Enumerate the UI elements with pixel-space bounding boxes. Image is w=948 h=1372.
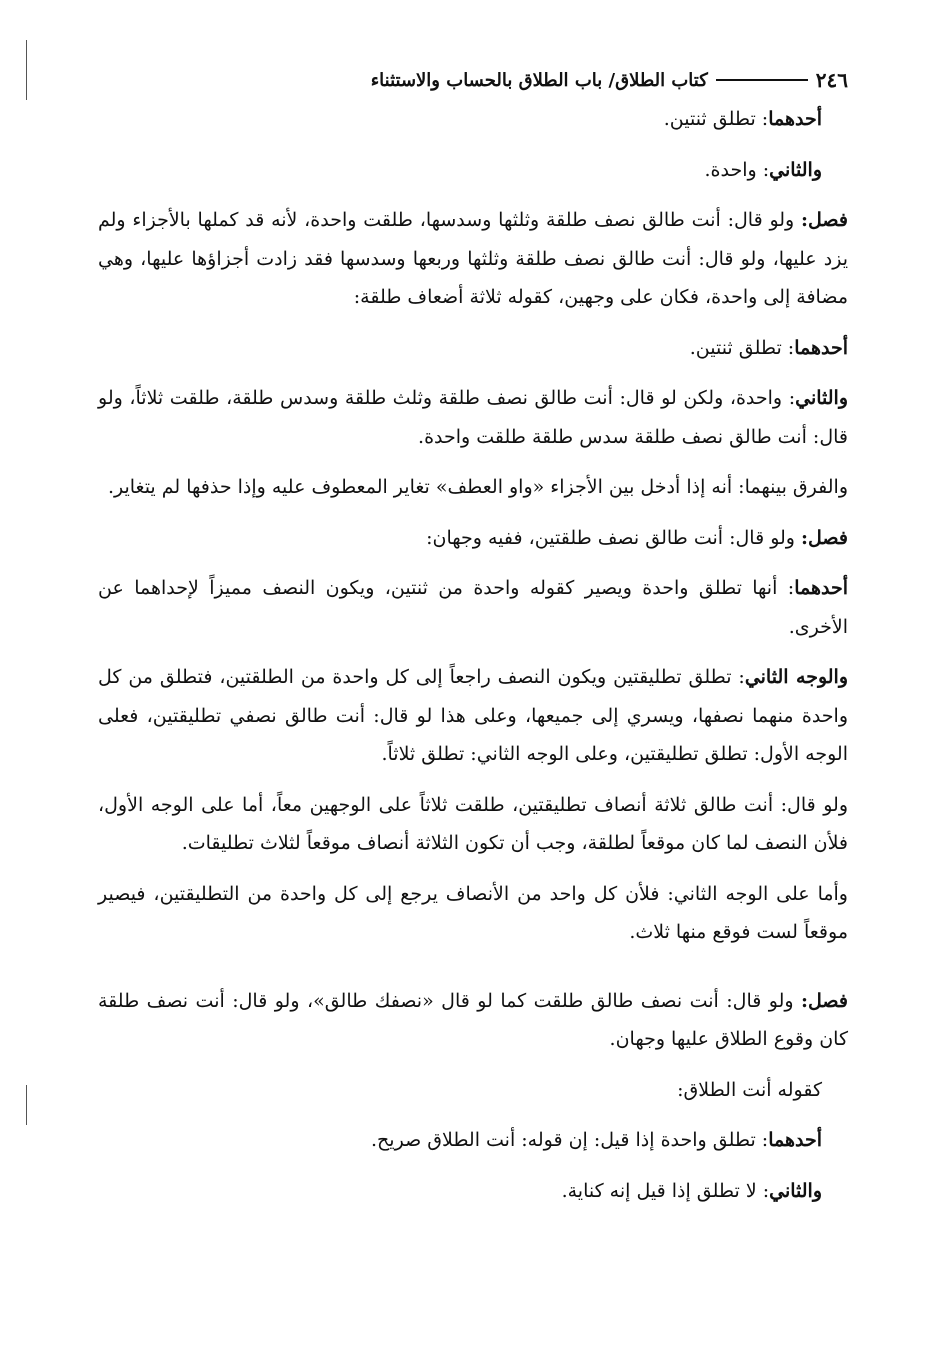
paragraph: [98, 875, 848, 952]
paragraph-lead: أحدهما: [768, 1129, 822, 1151]
paragraph: [98, 151, 848, 190]
paragraph: [98, 379, 848, 456]
paragraph-text: : تطلق تطليقتين ويكون النصف راجعاً إلى كل واحدة من الطلقتين، فتطلق من كل واحدة منهما نصفها، ويسري إلى جميعها، وعلى هذا لو قال: أنت طالق نصفي تطليقتين، فعلى الوجه الأول: تطلق تطليقتين، وعلى الوجه الثاني: تطلق ثلاثاً.: [98, 666, 848, 765]
paragraph-text: ولو قال: أنت نصف طالق طلقت كما لو قال «نصفك طالق»، ولو قال: أنت نصف طلقة كان وقوع الطلاق عليها وجهان.: [98, 989, 848, 1050]
paragraph: [98, 1172, 848, 1211]
paragraph-lead: والثاني: [769, 1179, 822, 1202]
page-body: [98, 100, 848, 1222]
paragraph-text: والفرق بينهما: أنه إذا أدخل بين الأجزاء «واو العطف» تغاير المعطوف عليه وإذا حذفها لم يتغاير.: [107, 476, 848, 498]
paragraph-lead: والثاني: [769, 158, 822, 181]
paragraph-text: : أنها تطلق واحدة ويصير كقوله واحدة من ثنتين، ويكون النصف مميزاً لإحداهما عن الأخرى.: [98, 577, 848, 638]
paragraph-lead: والوجه الثاني: [744, 666, 848, 688]
paragraph: [98, 100, 848, 139]
paragraph: [98, 982, 848, 1059]
paragraph-lead: والثاني: [795, 387, 848, 409]
paragraph: [98, 201, 848, 317]
paragraph-text: : تطلق واحدة إذا قيل: إن قوله: أنت الطلاق صريح.: [371, 1129, 769, 1151]
paragraph-text: ولو قال: أنت طالق نصف طلقة وثلثها وسدسها، طلقت واحدة، لأنه قد كملها بالأجزاء ولم يزد عليها، ولو قال: أنت طالق نصف طلقة وثلثها وربعها وسدسها فقد زادت أجزاؤها عليها، وهي مضافة إلى واحدة، فكان على وجهين، كقوله ثلاثة أضعاف طلقة:: [98, 209, 848, 308]
paragraph-text: : واحدة.: [704, 158, 770, 181]
paragraph: [98, 519, 848, 558]
paragraph-text: كقوله أنت الطلاق:: [677, 1078, 822, 1101]
paragraph-text: وأما على الوجه الثاني: فلأن كل واحد من الأنصاف يرجع إلى كل واحدة من التطليقتين، فيصير موقعاً لست فوقع منها ثلاث.: [98, 882, 848, 943]
paragraph-text: ولو قال: أنت طالق ثلاثة أنصاف تطليقتين، طلقت ثلاثاً على الوجهين معاً، أما على الوجه الأول، فلأن النصف لما كان موقعاً لطلقة، وجب أن تكون الثلاثة أنصاف موقعاً لثلاث تطليقات.: [98, 793, 848, 854]
paragraph: [98, 1121, 848, 1160]
margin-line-bottom: [26, 1085, 27, 1125]
paragraph-text: : لا تطلق إذا قيل إنه كناية.: [561, 1179, 770, 1202]
running-header: [90, 60, 848, 100]
paragraph: [98, 658, 848, 774]
paragraph-text: ولو قال: أنت طالق نصف طلقتين، ففيه وجهان:: [426, 526, 802, 549]
paragraph: [98, 786, 848, 863]
paragraph-lead: فصل:: [801, 989, 848, 1012]
paragraph-lead: أحدهما: [794, 336, 848, 359]
page-number: ٢٤٦: [815, 68, 848, 92]
paragraph: [98, 569, 848, 646]
header-title: كتاب الطلاق/ باب الطلاق بالحساب والاستثناء: [370, 69, 708, 91]
paragraph-lead: أحدهما: [768, 108, 822, 130]
paragraph-lead: فصل:: [801, 526, 848, 549]
margin-line-top: [26, 40, 27, 100]
paragraph: [98, 468, 848, 507]
paragraph-text: : تطلق ثنتين.: [663, 108, 769, 130]
paragraph: [98, 1071, 848, 1110]
paragraph-text: : واحدة، ولكن لو قال: أنت طالق نصف طلقة وثلث طلقة وسدس طلقة، طلقت ثلاثاً، ولو قال: أنت طالق نصف طلقة سدس طلقة طلقت واحدة.: [98, 387, 848, 448]
paragraph-lead: أحدهما: [794, 577, 848, 599]
header-divider: [716, 79, 808, 81]
paragraph-lead: فصل:: [801, 209, 848, 231]
paragraph-text: : تطلق ثنتين.: [689, 336, 795, 359]
paragraph: [98, 329, 848, 368]
